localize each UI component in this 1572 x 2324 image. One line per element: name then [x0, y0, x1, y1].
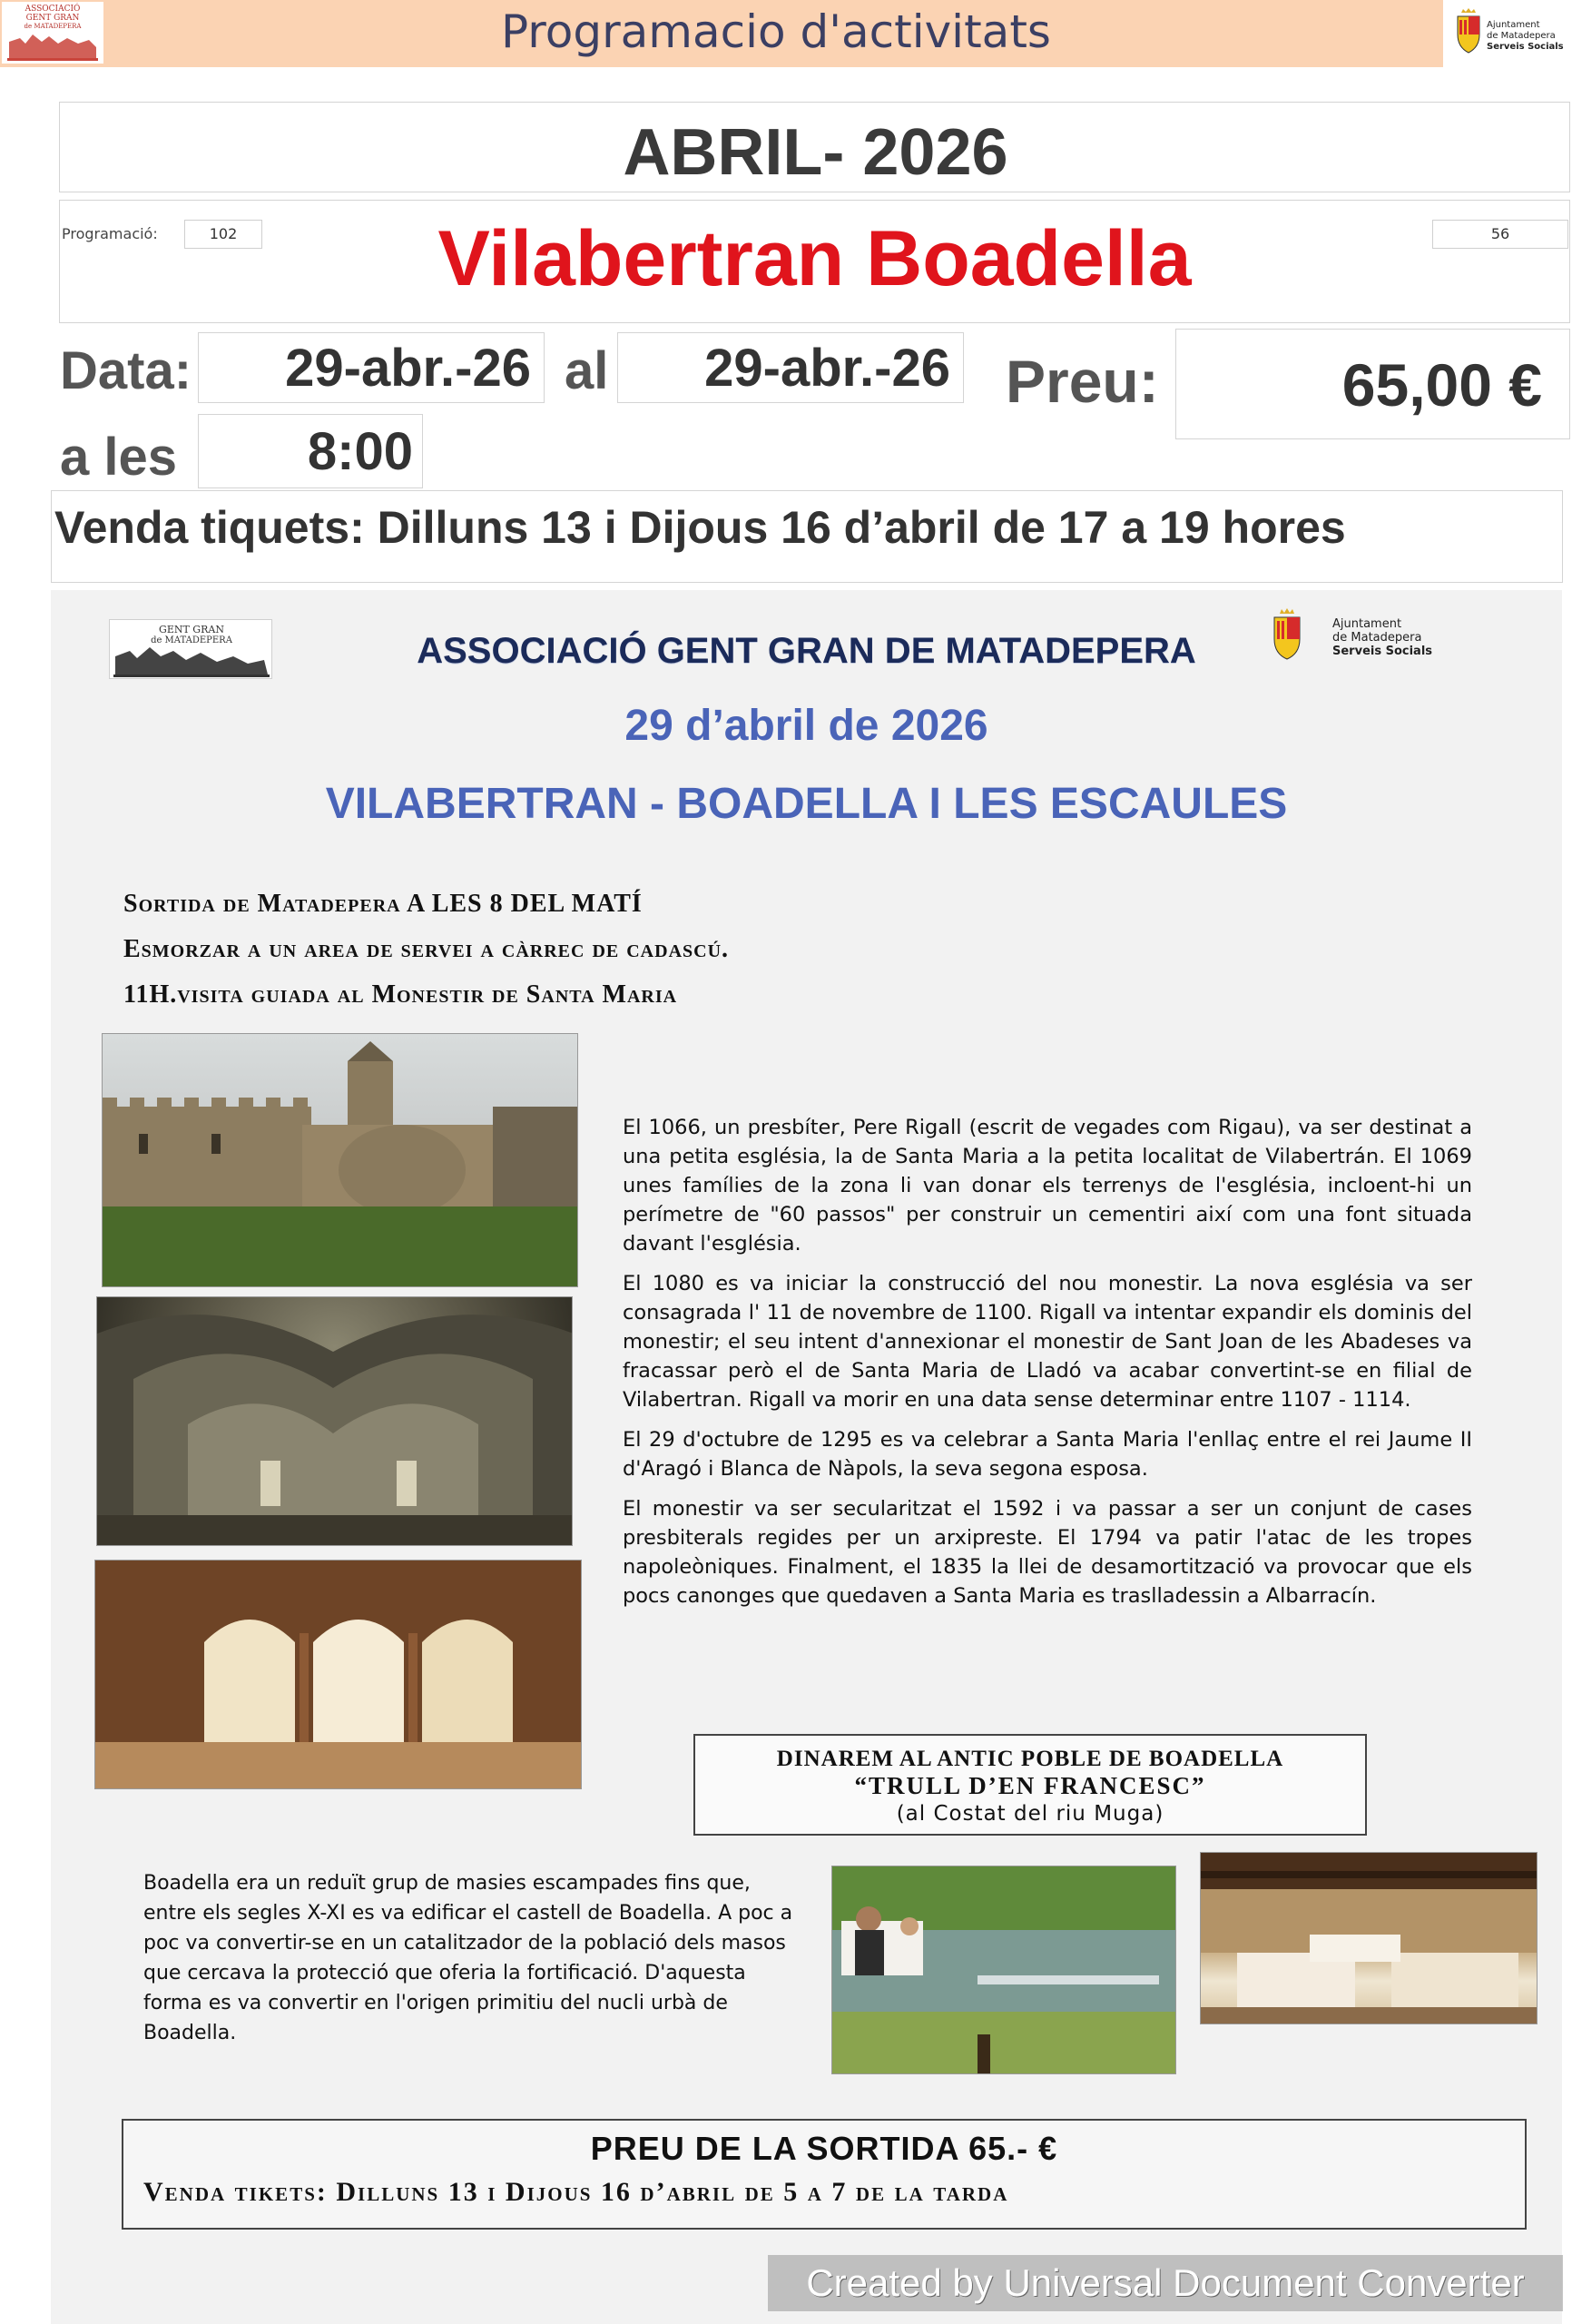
price-field: 65,00 € [1175, 329, 1570, 439]
date-to-field: 29-abr.-26 [617, 332, 964, 403]
lunch-location: (al Costat del riu Muga) [896, 1802, 1164, 1826]
ajuntament-logo [1450, 4, 1568, 58]
association-logo [2, 2, 103, 64]
poster-ajuntament-line-3: Serveis Socials [1332, 645, 1433, 658]
ajuntament-line-2: de Matadepera [1487, 31, 1556, 41]
poster-date: 29 d’abril de 2026 [624, 702, 988, 750]
monastery-photo [102, 1033, 578, 1287]
date-separator-label: al [565, 341, 609, 400]
cloister-photo [94, 1560, 582, 1789]
coat-of-arms-icon [1450, 7, 1487, 54]
monastery-history [623, 1113, 1472, 1621]
ajuntament-line-1: Ajuntament [1487, 20, 1540, 30]
plan-departure: Sortida de Matadepera A LES 8 DEL MATÍ [123, 890, 643, 918]
activity-code-field: 56 [1432, 220, 1568, 249]
plan-breakfast: Esmorzar a un area de servei a càrrec de cadascú. [123, 935, 730, 963]
page-title: Programacio d'activitats [501, 5, 1051, 58]
history-paragraph: El 1080 es va iniciar la construcció del nou monestir. La nova església va ser consagrada l' 11 de novembre de 1100. Rigall va intentar expandir els dominis del monestir; el seu intent d'annexionar el monestir de Sant Joan de les Abadeses va fracassar però el de Santa Maria de Lladó va acabar convertint-se en filial de Vilabertran. Rigall va morir en una data sense determinar entre 1107 - 1114. [623, 1272, 1472, 1412]
price-label: Preu: [1006, 348, 1159, 415]
month-title: ABRIL- 2026 [623, 116, 1008, 189]
programacio-number-field: 102 [184, 220, 262, 249]
poster-ajuntament-line-1: Ajuntament [1332, 617, 1402, 631]
time-field: 8:00 [198, 414, 423, 488]
poster-destination: VILABERTRAN - BOADELLA I LES ESCAULES [325, 780, 1288, 828]
poster-ajuntament-line-2: de Matadepera [1332, 631, 1422, 645]
trip-name: Vilabertran Boadella [437, 215, 1192, 302]
history-paragraph: El monestir va ser secularitzat el 1592 i va passar a ser un conjunt de cases presbiterals regides per un arxipreste. El 1794 va patir l'atac de les tropes napoleòniques. Finalment, el 1835 la llei de desamortització va provocar que els pocs canonges que quedaven a Santa Maria es traslladessin a Albarracín. [623, 1497, 1472, 1608]
lunch-line-1: DINAREM AL ANTIC POBLE DE BOADELLA [776, 1747, 1284, 1771]
poster-ticket-sale: Venda tikets: Dilluns 13 i Dijous 16 d’abril de 5 a 7 de la tarda [143, 2177, 1009, 2207]
history-paragraph: El 29 d'octubre de 1295 es va celebrar a Santa Maria l'enllaç entre el rei Jaume II d'Aragó i Blanca de Nàpols, la seva segona esposa. [623, 1428, 1472, 1481]
river-terrace-photo [831, 1866, 1176, 2074]
programacio-label: Programació: [62, 225, 158, 242]
month-box [59, 102, 1570, 192]
lunch-restaurant: “TRULL D’EN FRANCESC” [854, 1772, 1206, 1799]
logo-line-1: ASSOCIACIÓ [25, 5, 81, 14]
logo-line-3: de MATADEPERA [24, 23, 82, 30]
logo-line-2: GENT GRAN [25, 14, 80, 23]
ajuntament-line-3: Serveis Socials [1487, 42, 1564, 52]
dining-room-photo [1200, 1852, 1538, 2024]
lunch-box [693, 1734, 1367, 1836]
association-title: ASSOCIACIÓ GENT GRAN DE MATADEPERA [417, 631, 1196, 671]
refectory-hall-photo [96, 1296, 573, 1546]
boadella-description: Boadella era un reduït grup de masies escampades fins que, entre els segles X-XI es va edificar el castell de Boadella. A poc a poc va convertir-se en un catalitzador de la població dels masos que cercava la protecció que oferia la fortificació. D'aquesta forma es va convertir en l'origen primitiu del nucli urbà de Boadella. [143, 1872, 793, 2044]
time-label: a les [60, 428, 177, 487]
history-paragraph: El 1066, un presbíter, Pere Rigall (escrit de vegades com Rigau), va ser destinat a una petita església, la de Santa Maria a la petita localitat de Vilabertrán. El 1069 unes famílies de la zona li van donar els terrenys de l'església, incloent-hi un perímetre de "60 passos" per construir un cementiri així com una font situada davant l'església. [623, 1116, 1472, 1256]
watermark: Created by Universal Document Converter [768, 2255, 1563, 2311]
gg-logo-line-1: GENT GRAN [159, 624, 224, 635]
plan-visit: 11H.visita guiada al Monestir de Santa Maria [123, 980, 678, 1009]
date-from-field: 29-abr.-26 [198, 332, 545, 403]
gg-logo-line-2: de MATADEPERA [151, 635, 232, 645]
ticket-sale-text: Venda tiquets: Dilluns 13 i Dijous 16 d’abril de 17 a 19 hores [54, 502, 1346, 553]
poster-price: PREU DE LA SORTIDA 65.- € [590, 2130, 1058, 2167]
date-label: Data: [60, 341, 192, 400]
